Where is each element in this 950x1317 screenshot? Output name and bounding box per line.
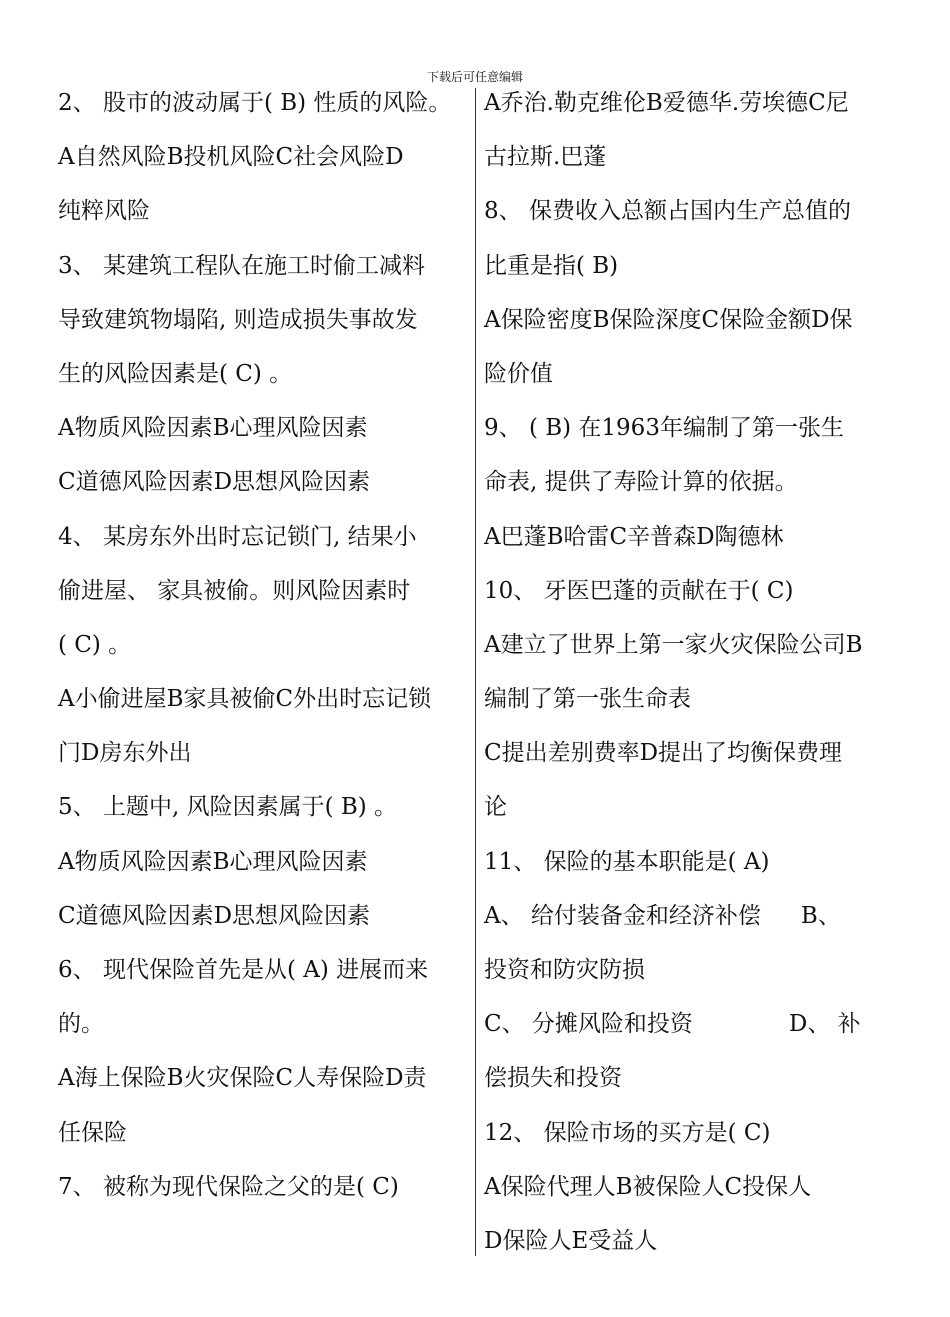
question-8: 8、 保费收入总额占国内生产总值的 xyxy=(484,198,851,225)
question-2-options: A自然风险B投机风险C社会风险D xyxy=(58,144,404,171)
option-b-label: B、 xyxy=(800,902,841,929)
question-10: 10、 牙医巴蓬的贡献在于( C) xyxy=(484,577,794,604)
question-5: 5、 上题中, 风险因素属于( B) 。 xyxy=(58,794,398,821)
question-3-options-cont: C道德风险因素D思想风险因素 xyxy=(58,469,371,496)
question-12-options-cont: D保险人E受益人 xyxy=(484,1227,658,1254)
right-column xyxy=(484,76,904,1268)
question-8-options-cont: 险价值 xyxy=(484,360,553,387)
question-4-cont: ( C) 。 xyxy=(58,631,132,658)
question-11-option-cd xyxy=(484,997,904,1051)
option-a-text: A、 给付装备金和经济补偿 xyxy=(484,902,761,929)
question-7-options: A乔治.勒克维伦B爱德华.劳埃德C尼 xyxy=(484,90,849,116)
question-4: 4、 某房东外出时忘记锁门, 结果小 xyxy=(58,523,417,550)
question-6-options-cont: 任保险 xyxy=(58,1119,127,1146)
question-4-options-cont: 门D房东外出 xyxy=(58,740,192,767)
question-10-options: A建立了世界上第一家火灾保险公司B xyxy=(484,631,863,658)
question-10-options-cont: 论 xyxy=(484,794,507,821)
question-3-cont: 导致建筑物塌陷, 则造成损失事故发 xyxy=(58,306,418,333)
question-3: 3、 某建筑工程队在施工时偷工减料 xyxy=(58,252,425,279)
question-11-option-ab xyxy=(484,889,904,943)
left-column xyxy=(58,76,470,1214)
question-11-option-b: 投资和防灾防损 xyxy=(484,957,645,983)
question-6-cont: 的。 xyxy=(58,1011,104,1038)
question-11-option-d: 偿损失和投资 xyxy=(484,1065,622,1092)
question-10-options-cont: 编制了第一张生命表 xyxy=(484,686,691,713)
question-10-options-cont: C提出差别费率D提出了均衡保费理 xyxy=(484,740,843,767)
question-9: 9、 ( B) 在1963年编制了第一张生 xyxy=(484,415,844,442)
question-6: 6、 现代保险首先是从( A) 进展而来 xyxy=(58,957,429,983)
question-7-options-cont: 古拉斯.巴蓬 xyxy=(484,144,607,171)
question-4-options: A小偷进屋B家具被偷C外出时忘记锁 xyxy=(58,686,432,713)
question-5-options-cont: C道德风险因素D思想风险因素 xyxy=(58,902,371,929)
question-8-options: A保险密度B保险深度C保险金额D保 xyxy=(484,306,853,333)
question-9-cont: 命表, 提供了寿险计算的依据。 xyxy=(484,469,798,496)
question-2-options-cont: 纯粹风险 xyxy=(58,198,150,225)
option-d-label: D、 补 xyxy=(788,1011,861,1038)
question-12-options: A保险代理人B被保险人C投保人 xyxy=(484,1173,812,1200)
question-2: 2、 股市的波动属于( B) 性质的风险。 xyxy=(58,90,452,116)
column-divider xyxy=(475,88,476,1256)
question-6-options: A海上保险B火灾保险C人寿保险D责 xyxy=(58,1065,427,1092)
question-7: 7、 被称为现代保险之父的是( C) xyxy=(58,1173,399,1200)
question-3-cont: 生的风险因素是( C) 。 xyxy=(58,360,293,387)
question-12: 12、 保险市场的买方是( C) xyxy=(484,1119,771,1146)
question-3-options: A物质风险因素B心理风险因素 xyxy=(58,415,368,442)
question-11: 11、 保险的基本职能是( A) xyxy=(484,848,770,875)
question-4-cont: 偷进屋、 家具被偷。则风险因素时 xyxy=(58,577,411,604)
page-header: 下载后可任意编辑 xyxy=(426,70,523,84)
option-c-text: C、 分摊风险和投资 xyxy=(484,1011,693,1038)
question-5-options: A物质风险因素B心理风险因素 xyxy=(58,848,368,875)
question-9-options: A巴蓬B哈雷C辛普森D陶德林 xyxy=(484,523,784,550)
question-8-cont: 比重是指( B) xyxy=(484,252,619,279)
